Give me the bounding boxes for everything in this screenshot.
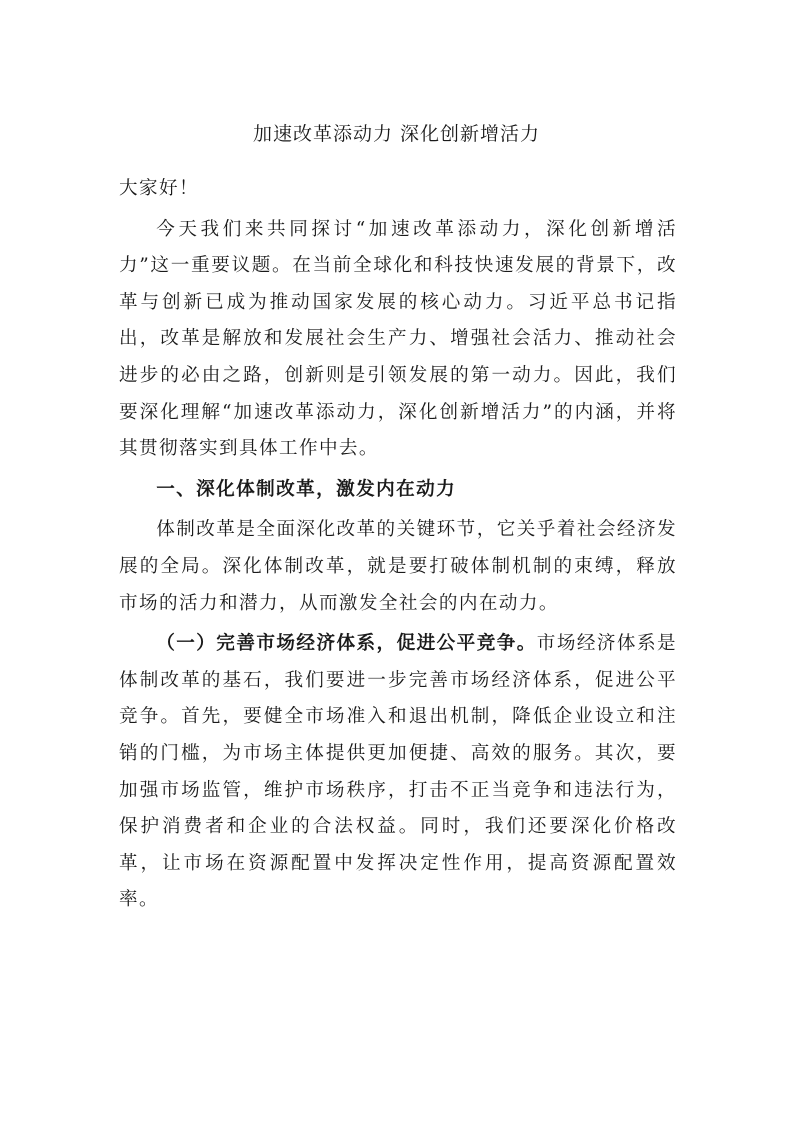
- subsection-lead: （一）完善市场经济体系，促进公平竞争。: [156, 633, 537, 655]
- greeting: 大家好！: [119, 178, 199, 199]
- section-heading: 一、深化体制改革，激发内在动力: [156, 478, 457, 500]
- subsection-text: 市场经济体系是体制改革的基石，我们要进一步完善市场经济体系，促进公平竞争。首先，要健全市场准入和退出机制，降低企业设立和注销的门槛，为市场主体提供更加便捷、高效的服务。其次，要加强市场监管，维护市场秩序，打击不正当竞争和违法行为，保护消费者和企业的合法权益。同时，我们还要深化价格改革，让市场在资源配置中发挥决定性作用，提高资源配置效率。: [119, 633, 677, 911]
- document-title: 加速改革添动力 深化创新增活力: [252, 123, 541, 145]
- intro-paragraph: 今天我们来共同探讨“加速改革添动力，深化创新增活力”这一重要议题。在当前全球化和科技快速发展的背景下，改革与创新已成为推动国家发展的核心动力。习近平总书记指出，改革是解放和发展社会生产力、增强社会活力、推动社会进步的必由之路，创新则是引领发展的第一动力。因此，我们要深化理解“加速改革添动力，深化创新增活力”的内涵，并将其贯彻落实到具体工作中去。: [119, 218, 677, 460]
- subsection-paragraph: [119, 626, 677, 919]
- document-body: [119, 171, 677, 919]
- section-paragraph: 体制改革是全面深化改革的关键环节，它关乎着社会经济发展的全局。深化体制改革，就是要打破体制机制的束缚，释放市场的活力和潜力，从而激发全社会的内在动力。: [119, 519, 677, 614]
